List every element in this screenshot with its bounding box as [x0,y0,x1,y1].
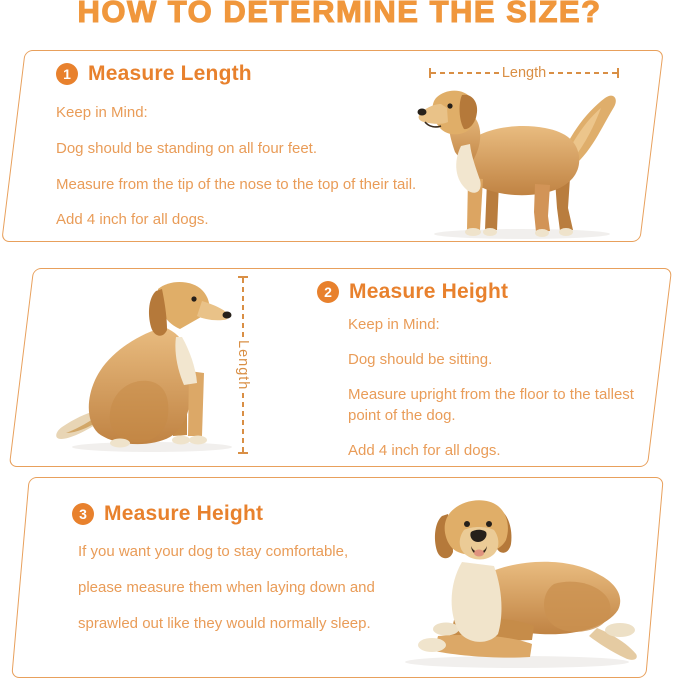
number-1-badge: 1 [56,63,78,85]
sitting-golden-retriever-illustration [56,277,240,455]
standing-golden-retriever-illustration [416,84,623,240]
section2-line-4: Add 4 inch for all dogs. [348,442,501,459]
measure-dash-left [431,72,499,74]
standing-dog-image [416,84,623,240]
section1-line-1: Keep in Mind: [56,104,148,121]
lying-golden-retriever-illustration [392,494,642,674]
section2-heading-text: Measure Height [349,280,509,303]
measure-cap-right [617,68,619,78]
measure-dash-right [549,72,617,74]
page-title: HOW TO DETERMINE THE SIZE? [77,0,602,29]
section1-heading-text: Measure Length [88,62,252,85]
number-3-badge: 3 [72,503,94,525]
section2-line-1: Keep in Mind: [348,316,440,333]
section1-body [56,104,416,247]
section1-heading-row [56,62,252,86]
section2-line-2: Dog should be sitting. [348,351,493,368]
sitting-dog-image [56,277,240,455]
section3-heading-row [72,502,263,526]
measure-dash-bottom [242,393,244,452]
length-measure-horizontal [429,66,619,80]
section1-line-4: Add 4 inch for all dogs. [56,211,209,229]
measure-label-vertical: Length [235,339,251,391]
section3-line-1: If you want your dog to stay comfortable, [78,543,349,560]
section3-body [78,543,375,650]
length-measure-vertical [237,276,249,454]
section1-line-3: Measure from the tip of the nose to the top of their tail. [56,175,417,193]
lying-dog-image [392,494,642,674]
measure-dash-top [242,278,244,337]
section2-heading-row [317,280,508,304]
section3-line-2: please measure them when laying down and [78,578,375,596]
section3-heading-text: Measure Height [104,502,264,525]
section2-body [348,314,670,475]
section3-line-3: sprawled out like they would normally sleep. [78,614,371,632]
number-2-badge: 2 [317,281,339,303]
measure-cap-bottom [238,452,248,454]
section1-line-2: Dog should be standing on all four feet. [56,139,318,157]
measure-label-horizontal: Length [501,65,547,81]
section2-line-3: Measure upright from the floor to the tallest point of the dog. [348,386,634,424]
